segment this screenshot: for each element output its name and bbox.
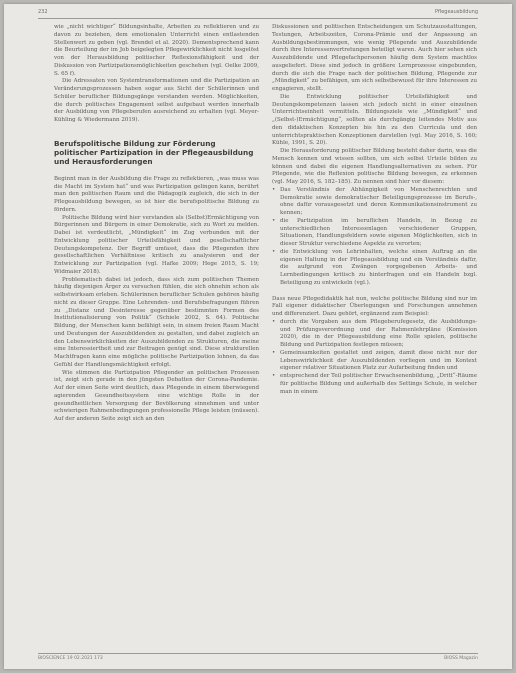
list-item: • die Entwicklung von Lehrinhalten, welche einen Auftrag an die eigenen Haltung in der Pflegeausbildung und ein Verständnis dafür, die aufgrund von Zwängen vorgegebenen Arbeits- und Lernbedingungen kritisch zu hinterfragen und ein Handeln bzgl. Beteiligung zu entwickeln (vgl.). (272, 249, 477, 288)
list-item: • durch die Vorgaben aus dem Pflegeberufegesetz, die Ausbildungs- und Prüfungsverordnung und der Rahmenlehrpläne (Komission 2020), die in der Pflegeausbildung eine Rolle spielen, politische Bildung und Partizipation festlegen müssen; (272, 319, 477, 350)
paragraph: Beginnt man in der Ausbildung die Frage zu reflektieren, „was muss was die Macht im System hat“ und was Partizipation gelingen kann, berührt man den politischen Raum und die Pädagogik zugleich, die sich in der Pflegeausbildung bewegen, so ist hier die berufspolitische Bildung zu fördern. (54, 175, 259, 213)
page-footer (38, 653, 478, 663)
list-item: • die Partizipation im beruflichen Handeln, in Bezug zu unterschiedlichen Interessenlagen verschiedener Gruppen, Situationen, Handlungsfeldern sowie eigenen Möglichkeiten, sich in dieser Struktur verschiedene Aspekte zu verorten; (272, 218, 477, 249)
paragraph: Dass neue Pflegedidaktik hat nun, welche politische Bildung sind nur im Fall eigener didaktischer Überlegungen und Forschungen annehmen und differenziert. Dazu gehört, ergänzend zum Beispiel: (272, 295, 477, 317)
paragraph: Problematisch dabei ist jedoch, dass sich zum politischen Themen häufig diejenigen Ärger zu versuchen fühlen, die sich ohnehin schon als selbstwirksam erleben. Schülerinnen beruflicher Schulen gehören häufig nicht zu dieser Gruppe. Eine Lehrenden- und Berufsbefragungen führen zu „Distanz und Desinteresse gegenüber bestimmten Formen des Institutionalisierung von Politik“ (Schiele 2002, S. 64). Politische Bildung, der Menschen kann befähigt sein, in einem freien Raum Macht und Deutungen der Auszubildenden zu gestalten, und dabei zugleich an den Lebenswirklichkeiten der Auszubildenden zu Strukturen, die meine eine Interessiertheit und zur Beitragen genügt sind. Diese strukturellen Machtfragen kann eine mögliche politische Partizipation lohnen, da das Gefühl der Handlungsmächtigkeit erfolgt. (54, 276, 259, 368)
paragraph: Die Adressaten von Systemtransformationen und die Partizipation an Veränderungsprozessen haben sogar aus Sicht der Schülerinnen und Schüler beruflicher Bildungsgänge verstanden werden. Möglichkeiten, die durch politisches Engagement selbst aufgebaut werden innerhalb der Ausbildung von Pflegeberufen ausreichend zu erhalten (vgl. Meyer-Kühling & Wiedermann 2019). (54, 78, 259, 123)
section-heading: Berufspolitische Bildung zur Förderung politischer Partizipation in der Pflegeausbildung und Herausforderungen (54, 138, 254, 166)
paragraph: Die Entwicklung politischer Urteilsfähigkeit und Deutungskompetenzen lassen sich jedoch nicht in einer einzelnen Unterrichtseinheit vermitteln. Bildungsziele wie „Mündigkeit“ und „(Selbst-)Ermächtigung“, sollten als durchgängig leitendes Motiv aus den didaktischen Konzepten bis hin zu den Curricula und den unterrichtspraktischen Konzeptionen darstellen (vgl. May 2016, S. 160; Kühle, 1991, S. 20). (272, 93, 477, 147)
list-item: • Das Verständnis der Abhängigkeit von Menschenrechten und Demokratie sowie demokratischer Beteiligungsprozesse im Berufs-, ohne dafür vorausgesetzt und deren Kommunikationsinstrument zu kennen; (272, 187, 477, 218)
paragraph: wie „nicht wichtiger“ Bildungsinhalte, Arbeiten zu reflektieren und zu davon zu beziehen, dem emotionalen Unterricht einen entlastenden Stellenwert zu geben (vgl. Brendel et al. 2020). Dementsprechend kann die Beurteilung der im Job beigelegten Pflegewirklichkeit nicht losgelöst von der Herausbildung politischer Reflexionsfähigkeit und der Diskussion von Partizipationsmöglichkeiten geschehen (vgl. Oelke 2009, S. 65 f). (54, 24, 259, 77)
document-page (4, 4, 512, 669)
footer-journal: BIOSS Magazin (444, 656, 478, 661)
bullet-list (272, 319, 477, 397)
right-column (272, 24, 477, 396)
paragraph: Die Herausforderung politischer Bildung besteht daher darin, was die Mensch kennen und wissen sollten, um sich selbst Urteile bilden zu können und dabei die eigenen Handlungsalternativen zu sehen. Für Pflegende, wie die Reflexion politische Bildung bewegen, zu erkennen (vgl. May 2016, S. 182–185). Zu nennen sind hier vor diesem: (272, 148, 477, 185)
page-number: 232 (38, 9, 48, 15)
paragraph: Wie stimmen die Partizipation Pflegender an politischen Prozessen ist, zeigt sich gerade in den jüngsten Debatten der Corona-Pandemie. Auf der einen Seite wird deutlich, dass Pflegende in einem überwiegend agierenden Gesundheitssystem eine wichtige Rolle in der gesundheitlichen Versorgung der Bevölkerung einnehmen und unter schwierigen Rahmenbedingungen professionelle Pflege leisten (müssen). Auf der anderen Seite zeigt sich an den (54, 369, 259, 422)
list-item: • Gemeinsamkeiten gestaltet und zeigen, damit diese nicht nur der Lebenswirklichkeit der Auszubildenden vorliegen und im Kontext eigener relativer Situationen Platz zur Aufarbeitung finden und (272, 350, 477, 373)
section-title: Pflegeausbildung (435, 9, 478, 15)
running-header (38, 8, 478, 19)
footer-citation: BIOSCIENCE 19 02.2021 173 (38, 656, 103, 661)
list-item: • entsprechend der Teil politischer Erwachsenenbildung, „Dritt“-Räume für politische Bildung und außerhalb des Settings Schule, in welcher man in einem (272, 373, 477, 396)
left-column (54, 24, 259, 424)
bullet-list (272, 187, 477, 288)
paragraph: Diskussionen und politischen Entscheidungen um Schutzausstattungen, Testungen, Arbeitszeiten, Corona-Prämie und der Anpassung an Ausbildungsbestimmungen, wie wenig Pflegende und Auszubildende durch ihre Interessenvertretungen beteiligt waren. Auch hier sehen sich Auszubildende und Pflegefachpersonen häufig dem System machtlos ausgeliefert. Diese sind jedoch in größere Lernprozesse eingebunden, durch die sich die Frage nach der politischen Bildung, Pflegende zur „Mündigkeit“ zu befähigen, um sich selbstbewusst für ihre Interessen zu engagieren, stellt. (272, 24, 477, 92)
paragraph-gap (272, 288, 477, 296)
paragraph: Politische Bildung wird hier verstanden als (Selbst)Ermächtigung von Bürgerinnen und Bürgern in einer Demokratie, sich zu Wort zu melden. Dabei ist verdeutlicht, „Mündigkeit“ im Zug verbunden mit der Entwicklung politischer Urteilsfähigkeit und gesellschaftlicher Deutungskompetenz. Der Begriff umfasst, dass die Pflegenden ihre gesellschaftlichen Verhältnisse kritisch zu analysieren und der Entwicklung zur Partizipation (vgl. Hafke 2009; Hege 2015, S. 19; Widmaier 2018). (54, 214, 259, 275)
